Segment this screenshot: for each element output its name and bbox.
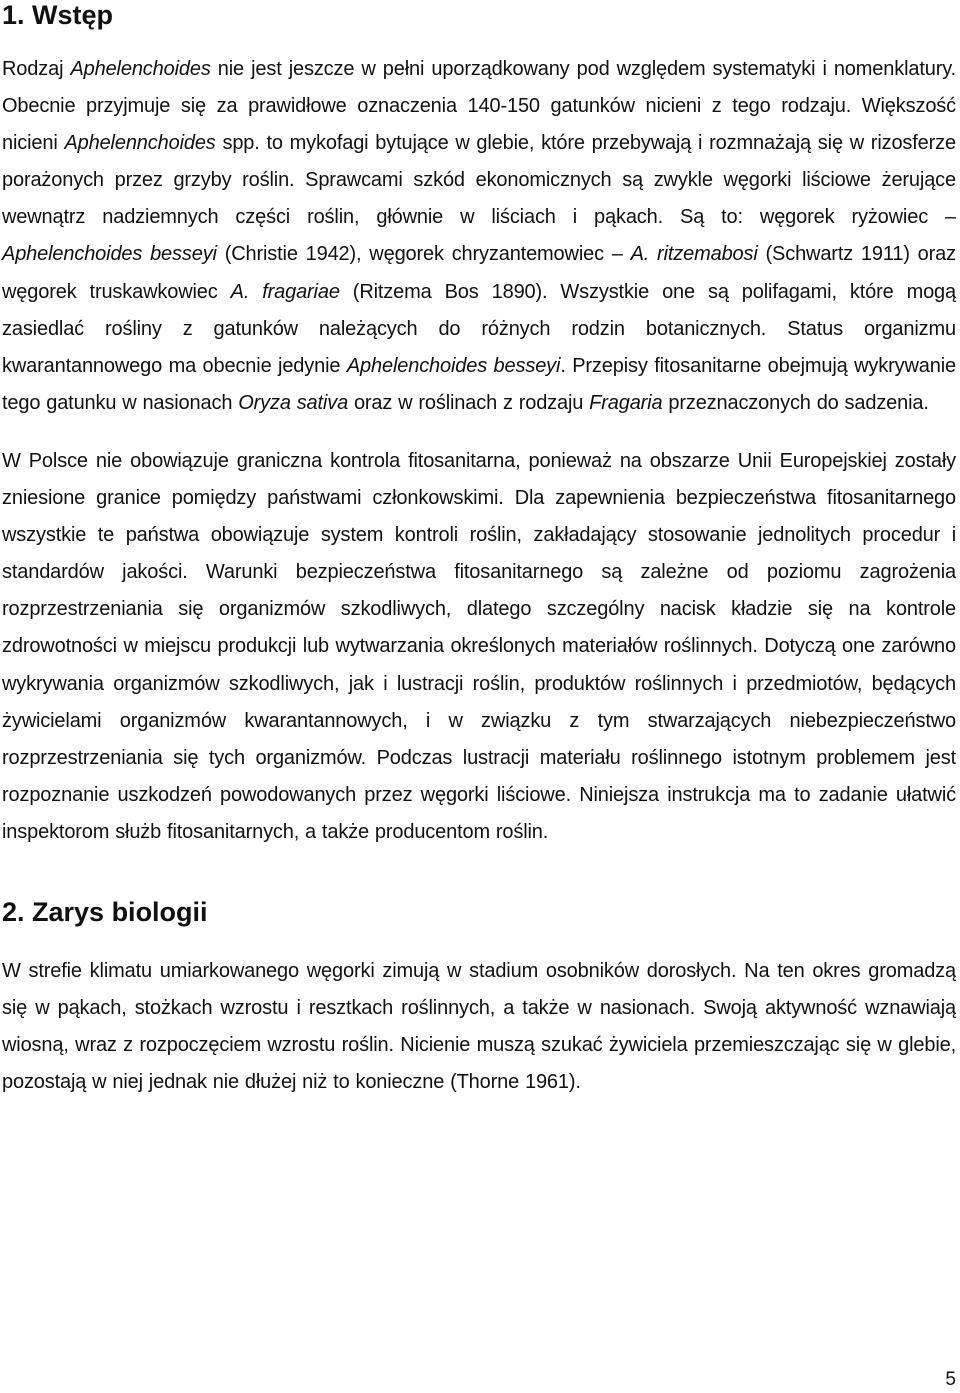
italic-taxon: Aphelenchoides besseyi xyxy=(2,243,217,266)
section-title-zarys-biologii: 2. Zarys biologii xyxy=(2,896,208,927)
italic-taxon: Aphelennchoides xyxy=(64,132,216,155)
italic-taxon: Oryza sativa xyxy=(238,391,349,414)
italic-taxon: Aphelenchoides besseyi xyxy=(346,354,561,377)
paragraph-intro-phytosanitary: W Polsce nie obowiązuje graniczna kontrola fitosanitarna, ponieważ na obszarze Unii Europejskiej zostały zniesione granice pomiędzy państwami członkowskimi. Dla zapewnienia bezpieczeństwa fitosanitarnego wszystkie te państwa obowiązuje system kontroli roślin, zakładający stosowanie jednolitych procedur i standardów jakości. Warunki bezpieczeństwa fitosanitarnego są zależne od poziomu zagrożenia rozprzestrzeniania się organizmów szkodliwych, dlatego szczególny nacisk kładzie się na kontrole zdrowotności w miejscu produkcji lub wytwarzania określonych materiałów roślinnych. Dotyczą one zarówno wykrywania organizmów szkodliwych, jak i lustracji roślin, produktów roślinnych i przedmiotów, będących żywicielami organizmów kwarantannowych, i w związku z tym stwarzających niebezpieczeństwo rozprzestrzeniania się tych organizmów. Podczas lustracji materiału roślinnego istotnym problemem jest rozpoznanie uszkodzeń powodowanych przez węgorki liściowe. Niniejsza instrukcja ma to zadanie ułatwić inspektorom służb fitosanitarnych, a także producentom roślin. xyxy=(2,449,956,843)
paragraph-biology-overwintering: W strefie klimatu umiarkowanego węgorki zimują w stadium osobników dorosłych. Na ten okres gromadzą się w pąkach, stożkach wzrostu i resztkach roślinnych, a także w nasionach. Swoją aktywność wznawiają wiosną, wraz z rozpoczęciem wzrostu roślin. Nicienie muszą szukać żywiciela przemieszczając się w glebie, pozostają w niej jednak nie dłużej niż to konieczne (Thorne 1961). xyxy=(2,959,956,1094)
section-title-wstep: 1. Wstęp xyxy=(2,0,114,30)
italic-taxon: Aphelenchoides xyxy=(70,58,211,80)
italic-taxon: A. ritzemabosi xyxy=(630,243,758,266)
italic-taxon: Fragaria xyxy=(589,391,663,414)
italic-taxon: A. fragariae xyxy=(230,280,340,303)
page-number: 5 xyxy=(945,1369,956,1390)
paragraph-intro-systematics: Rodzaj Aphelenchoides nie jest jeszcze w pełni uporządkowany pod względem systematyki i nomenklatury. Obecnie przyjmuje się za prawidłowe oznaczenia 140-150 gatunków nicieni z tego rodzaju. Większość nicieni Aphelennchoides spp. to mykofagi bytujące w glebie, które przebywają i rozmnażają się w rizosferze porażonych przez grzyby roślin. Sprawcami szkód ekonomicznych są zwykle węgorki liściowe żerujące wewnątrz nadziemnych części roślin, głównie w liściach i pąkach. Są to: węgorek ryżowiec – Aphelenchoides besseyi (Christie 1942), węgorek chryzantemowiec – A. ritzemabosi (Schwartz 1911) oraz węgorek truskawkowiec A. fragariae (Ritzema Bos 1890). Wszystkie one są polifagami, które mogą zasiedlać rośliny z gatunków należących do różnych rodzin botanicznych. Status organizmu kwarantannowego ma obecnie jedynie Aphelenchoides besseyi. Przepisy fitosanitarne obejmują wykrywanie tego gatunku w nasionach Oryza sativa oraz w roślinach z rodzaju Fragaria przeznaczonych do sadzenia. xyxy=(2,58,957,414)
